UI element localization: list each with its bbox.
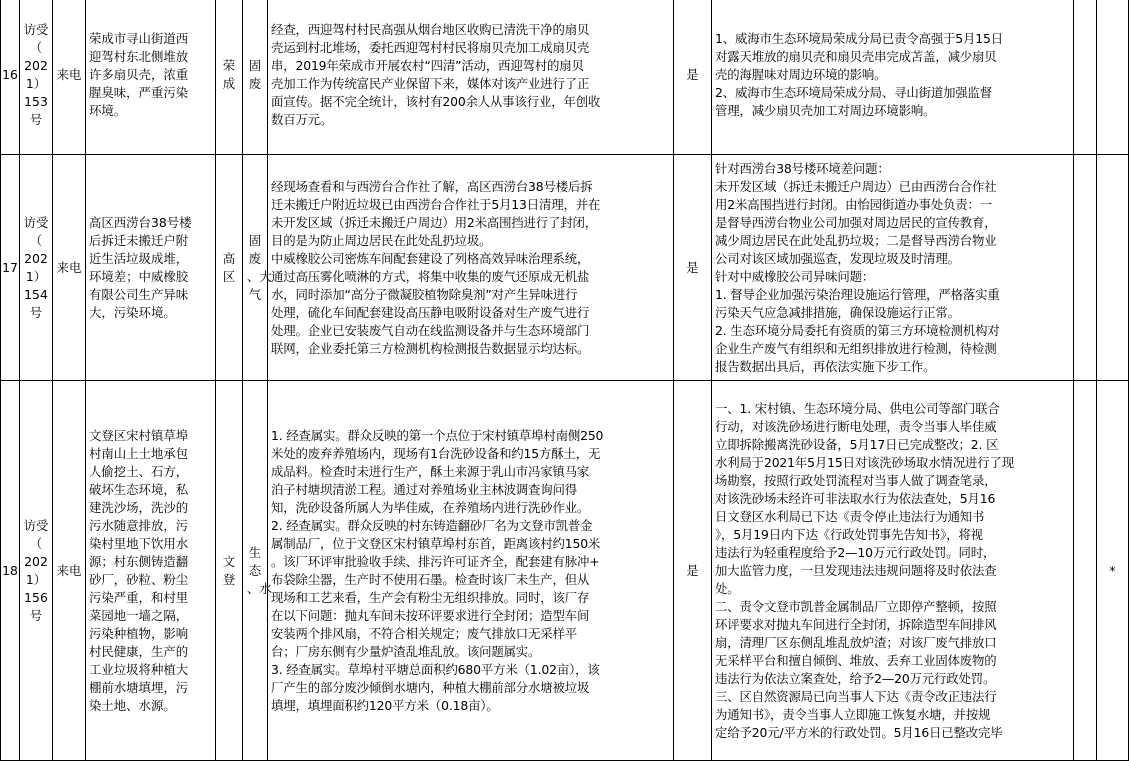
- text-line: 壳的海腥味对周边环境的影响。: [715, 67, 887, 82]
- text-line: 棚前水塘填埋，污: [89, 679, 189, 695]
- text-line: 米处的废弃养殖场内，现场有1台洗砂设备和约15方酥土，无: [271, 445, 601, 461]
- text-line: 202: [24, 58, 48, 73]
- text-line: 知，洗砂设备所属人为毕佳威，在养殖场内进行洗砂作业。: [271, 499, 590, 515]
- text-line: 访受: [23, 22, 49, 37]
- row-number-cell: 18: [1, 381, 20, 761]
- text-line: 处理，硫化车间配套建设高压静电吸附设备对生产废气进行: [271, 304, 590, 320]
- text-line: 高: [222, 250, 236, 266]
- text-line: 通过高压雾化喷淋的方式，将集中收集的废气还原成无机盐: [271, 268, 590, 284]
- text-line: 减少周边居民在此处乱扔垃圾；二是督导西涝台物业: [715, 232, 997, 248]
- text-line: 无采样平台和擅自倾倒、堆放、丢弃工业固体废物的: [715, 652, 997, 668]
- text-line: 厂产生的部分废沙倾倒水塘内，种植大棚前部分水塘被垃圾: [271, 679, 590, 695]
- text-line: 》，5月19日内下达《行政处罚事先告知书》，将视: [715, 526, 983, 542]
- text-line: 2. 生态环境分局委托有资质的第三方环境检测机构对: [715, 322, 1000, 338]
- text-line: 报告数据出具后，再依法实施下步工作。: [715, 358, 936, 374]
- text-line: 源；村东侧铸造翻: [89, 553, 189, 569]
- text-line: 废: [248, 250, 262, 266]
- pollution-type-cell: [243, 155, 272, 381]
- text-line: 现场和工艺来看，生产会有粉尘无组织排放。同时，该厂存: [271, 589, 590, 605]
- text-line: 202: [24, 250, 48, 266]
- text-line: 处理。企业已安装废气自动在线监测设备并与生态环境部门: [271, 322, 590, 338]
- text-line: （: [29, 40, 43, 55]
- text-line: 安装两个排风扇，不符合相关规定；废气排放口无采样平: [271, 625, 578, 641]
- pollution-type-cell: [243, 0, 268, 155]
- text-line: 布袋除尘器，生产时不使用石墨。检查时该厂未生产，但从: [271, 571, 590, 587]
- text-line: 号: [29, 304, 43, 320]
- text-line: 三、区自然资源局已向当事人下达《责令改正违法行: [715, 688, 997, 704]
- text-line: 固: [248, 232, 262, 248]
- table-body: [1, 0, 1129, 761]
- text-line: 。该厂环评审批验收手续、排污许可证齐全，配套建有脉冲+: [271, 553, 600, 569]
- handling-measures-cell: [712, 155, 1074, 381]
- text-line: 1. 督导企业加强污染治理设施运行管理，严格落实重: [715, 286, 1000, 302]
- text-line: 有限公司生产异味: [89, 286, 189, 302]
- handling-measures-cell: [712, 381, 1074, 761]
- text-line: 号: [29, 607, 43, 623]
- text-line: 154: [24, 286, 48, 302]
- case-code-cell: [20, 381, 53, 761]
- text-line: 用2米高围挡进行封闭。由怡园街道办事处负责：一: [715, 196, 993, 212]
- text-line: 经查，西迎驾村村民高强从烟台地区收购已清洗干净的扇贝: [271, 22, 590, 37]
- text-line: 壳运到村北堆场，委托西迎驾村村民将扇贝壳加工成扇贝壳: [271, 40, 590, 55]
- text-line: 气: [248, 286, 262, 302]
- blank-cell: [1074, 0, 1097, 155]
- text-line: 号: [29, 112, 43, 127]
- text-line: 经现场查看和与西涝台合作社了解，高区西涝台38号楼后拆: [271, 178, 593, 194]
- text-line: 立即拆除搬离洗砂设备，5月17日已完成整改；2. 区: [715, 436, 999, 452]
- text-line: 1. 经查属实。群众反映的第一个点位于宋村镇草埠村南侧250: [271, 427, 604, 443]
- row-number-cell: 16: [1, 0, 20, 155]
- text-line: 环境差；中威橡胶: [89, 268, 189, 284]
- table-row: [1, 155, 1129, 381]
- text-line: 二、责令文登市凯普金属制品厂立即停产整顿，按照: [715, 598, 997, 614]
- text-line: 一、1. 宋村镇、生态环境分局、供电公司等部门联合: [715, 400, 1000, 416]
- text-line: 、大: [247, 268, 272, 284]
- text-line: 水利局于2021年5月15日对该洗砂场取水情况进行了现: [715, 454, 1014, 470]
- text-line: 许多扇贝壳，浓重: [89, 67, 189, 82]
- text-line: 1）: [25, 268, 47, 284]
- district-cell: [216, 381, 243, 761]
- text-line: 文登区宋村镇草埠: [89, 427, 189, 443]
- text-line: 村南山上土地承包: [89, 445, 189, 461]
- text-line: 腥臭味，严重污染: [89, 85, 189, 100]
- row-number-cell: 17: [1, 155, 20, 381]
- district-cell: [216, 0, 243, 155]
- text-line: 针对中威橡胶公司异味问题：: [715, 268, 875, 284]
- text-line: 1）: [25, 571, 47, 587]
- text-line: 处。: [715, 580, 740, 596]
- verdict-cell: 是: [674, 155, 712, 381]
- text-line: 1）: [25, 76, 47, 91]
- text-line: 泊子村塘坝清淤工程。通过对养殖场业主林波调查询问得: [271, 481, 578, 497]
- text-line: 态: [248, 562, 262, 578]
- text-line: 染土地、水源。: [89, 697, 176, 713]
- text-line: 区: [222, 268, 236, 284]
- text-line: 登: [222, 571, 236, 587]
- text-line: 管理，减少扇贝壳加工对周边环境影响。: [715, 103, 936, 118]
- text-line: 数百万元。: [271, 112, 333, 127]
- text-line: 工业垃圾将种植大: [89, 661, 189, 677]
- case-code-cell: [20, 155, 53, 381]
- mark-cell: [1097, 0, 1129, 155]
- text-line: 迁未搬迁户附近垃圾已由西涝台合作社于5月13日清理，并在: [271, 196, 601, 212]
- text-line: 污染严重，和村里: [89, 589, 189, 605]
- text-line: （: [29, 535, 43, 551]
- text-line: 对露天堆放的扇贝壳和扇贝壳串完成苫盖，减少扇贝: [715, 49, 997, 64]
- mark-cell: [1097, 155, 1129, 381]
- text-line: 污水随意排放，污: [89, 517, 189, 533]
- text-line: 访受: [23, 214, 49, 230]
- text-line: 1、威海市生态环境局荣成分局已责令高强于5月15日: [715, 31, 1003, 46]
- text-line: 违法行为轻重程度给予2—10万元行政处罚。同时，: [715, 544, 996, 560]
- text-line: 串，2019年荣成市开展农村“四清”活动，西迎驾村的扇贝: [271, 58, 584, 73]
- text-line: 填埋，填埋面积约120平方米（0.18亩）。: [271, 697, 499, 713]
- text-line: 针对西涝台38号楼环境差问题：: [715, 160, 890, 176]
- text-line: （: [29, 232, 43, 248]
- text-line: 染村里地下饮用水: [89, 535, 189, 551]
- blank-cell: [1074, 381, 1097, 761]
- table-row: [1, 381, 1129, 761]
- text-line: 砂厂，砂粒、粉尘: [89, 571, 189, 587]
- text-line: 建洗沙场，洗沙的: [89, 499, 189, 515]
- text-line: 为通知书》，责令当事人立即施工恢复水塘，并按规: [715, 706, 991, 722]
- text-line: 荣: [222, 58, 236, 73]
- text-line: 是督导西涝台物业公司加强对周边居民的宣传教育，: [715, 214, 997, 230]
- verdict-cell: 是: [674, 0, 712, 155]
- investigation-finding-cell: [268, 155, 674, 381]
- text-line: 壳加工作为传统富民产业保留下来，媒体对该产业进行了正: [271, 76, 590, 91]
- text-line: 人偷挖土、石方，: [89, 463, 189, 479]
- text-line: 台；厂房东侧有少量炉渣乱堆乱放。该问题属实。: [271, 643, 541, 659]
- text-line: 成: [222, 76, 236, 91]
- complaint-description-cell: [86, 381, 216, 761]
- text-line: 定给予20元/平方米的行政处罚。5月16日已整改完毕: [715, 724, 1003, 740]
- text-line: 荣成市寻山街道西: [89, 31, 189, 46]
- pollution-type-cell: [243, 381, 272, 761]
- complaint-description-cell: [86, 0, 216, 155]
- text-line: 高区西涝台38号楼: [89, 214, 192, 230]
- text-line: 后拆迁未搬迁户附: [89, 232, 189, 248]
- text-line: 废: [248, 76, 262, 91]
- table-row: [1, 0, 1129, 155]
- text-line: 企业生产废气有组织和无组织排放进行检测，待检测: [715, 340, 997, 356]
- text-line: 联网，企业委托第三方检测机构检测报告数据显示均达标。: [271, 340, 590, 356]
- text-line: 菜园地一墙之隔，: [89, 607, 189, 623]
- text-line: 违法行为依法立案查处，给予2—20万元行政处罚。: [715, 670, 996, 686]
- investigation-finding-cell: [268, 0, 674, 155]
- text-line: 中威橡胶公司密炼车间配套建设了列格高效异味治理系统，: [271, 250, 590, 266]
- handling-measures-cell: [712, 0, 1074, 155]
- text-line: 156: [24, 589, 48, 605]
- text-line: 环评要求对抛丸车间进行全封闭，拆除造型车间排风: [715, 616, 997, 632]
- investigation-finding-cell: [268, 381, 674, 761]
- text-line: 2、威海市生态环境局荣成分局、寻山街道加强监督: [715, 85, 993, 100]
- text-line: 面宣传。据不完全统计，该村有200余人从事该行业，年创收: [271, 94, 601, 109]
- text-line: 访受: [23, 517, 49, 533]
- text-line: 公司对该区域加强巡查，发现垃圾及时清理。: [715, 250, 960, 266]
- text-line: 153: [24, 94, 48, 109]
- text-line: 加大监管力度，一旦发现违法违规问题将及时依法查: [715, 562, 997, 578]
- source-cell: 来电: [53, 0, 86, 155]
- text-line: 固: [248, 58, 262, 73]
- district-cell: [216, 155, 243, 381]
- text-line: 迎驾村东北侧堆放: [89, 49, 189, 64]
- source-cell: 来电: [53, 155, 86, 381]
- text-line: 污染天气应急减排措施，确保设施运行正常。: [715, 304, 960, 320]
- text-line: 属制品厂，位于文登区宋村镇草埠村东首，距离该村约150米: [271, 535, 601, 551]
- complaint-description-cell: [86, 155, 216, 381]
- text-line: 近生活垃圾成堆，: [89, 250, 189, 266]
- text-line: 大，污染环境。: [89, 304, 176, 320]
- text-line: 2. 经查属实。群众反映的村东铸造翻砂厂名为文登市凯普金: [271, 517, 593, 533]
- text-line: 文: [222, 553, 236, 569]
- text-line: 成品料。检查时未进行生产，酥土来源于乳山市冯家镇马家: [271, 463, 590, 479]
- text-line: 目的是为防止周边居民在此处乱扔垃圾。: [271, 232, 492, 248]
- text-line: 未开发区域（拆迁未搬迁户周边）用2米高围挡进行了封闭，: [271, 214, 597, 230]
- text-line: 在以下问题：抛丸车间未按环评要求进行全封闭；造型车间: [271, 607, 590, 623]
- verdict-cell: 是: [674, 381, 712, 761]
- text-line: 水，同时添加“高分子微凝胶植物除臭剂”对产生异味进行: [271, 286, 578, 302]
- case-code-cell: [20, 0, 53, 155]
- text-line: 3. 经查属实。草埠村平塘总面积约680平方米（1.02亩），该: [271, 661, 600, 677]
- text-line: 对该洗砂场未经许可非法取水行为依法查处，5月16: [715, 490, 996, 506]
- text-line: 行动，对该洗砂场进行断电处理，责令当事人毕佳威: [715, 418, 997, 434]
- text-line: 环境。: [89, 103, 127, 118]
- text-line: 日文登区水利局已下达《责令停止违法行为通知书: [715, 508, 985, 524]
- text-line: 扇，清理厂区东侧乱堆乱放炉渣；对该厂废气排放口: [715, 634, 997, 650]
- text-line: 村民健康，生产的: [89, 643, 189, 659]
- text-line: 破坏生态环境，私: [89, 481, 189, 497]
- text-line: 场勘察，按照行政处罚流程对当事人做了调查笔录，: [715, 472, 997, 488]
- text-line: 、水: [247, 580, 272, 596]
- source-cell: 来电: [53, 381, 86, 761]
- mark-cell: *: [1097, 381, 1129, 761]
- text-line: 污染种植物，影响: [89, 625, 189, 641]
- text-line: 未开发区域（拆迁未搬迁户周边）已由西涝台合作社: [715, 178, 997, 194]
- blank-cell: [1074, 155, 1097, 381]
- text-line: 202: [24, 553, 48, 569]
- text-line: 生: [248, 544, 262, 560]
